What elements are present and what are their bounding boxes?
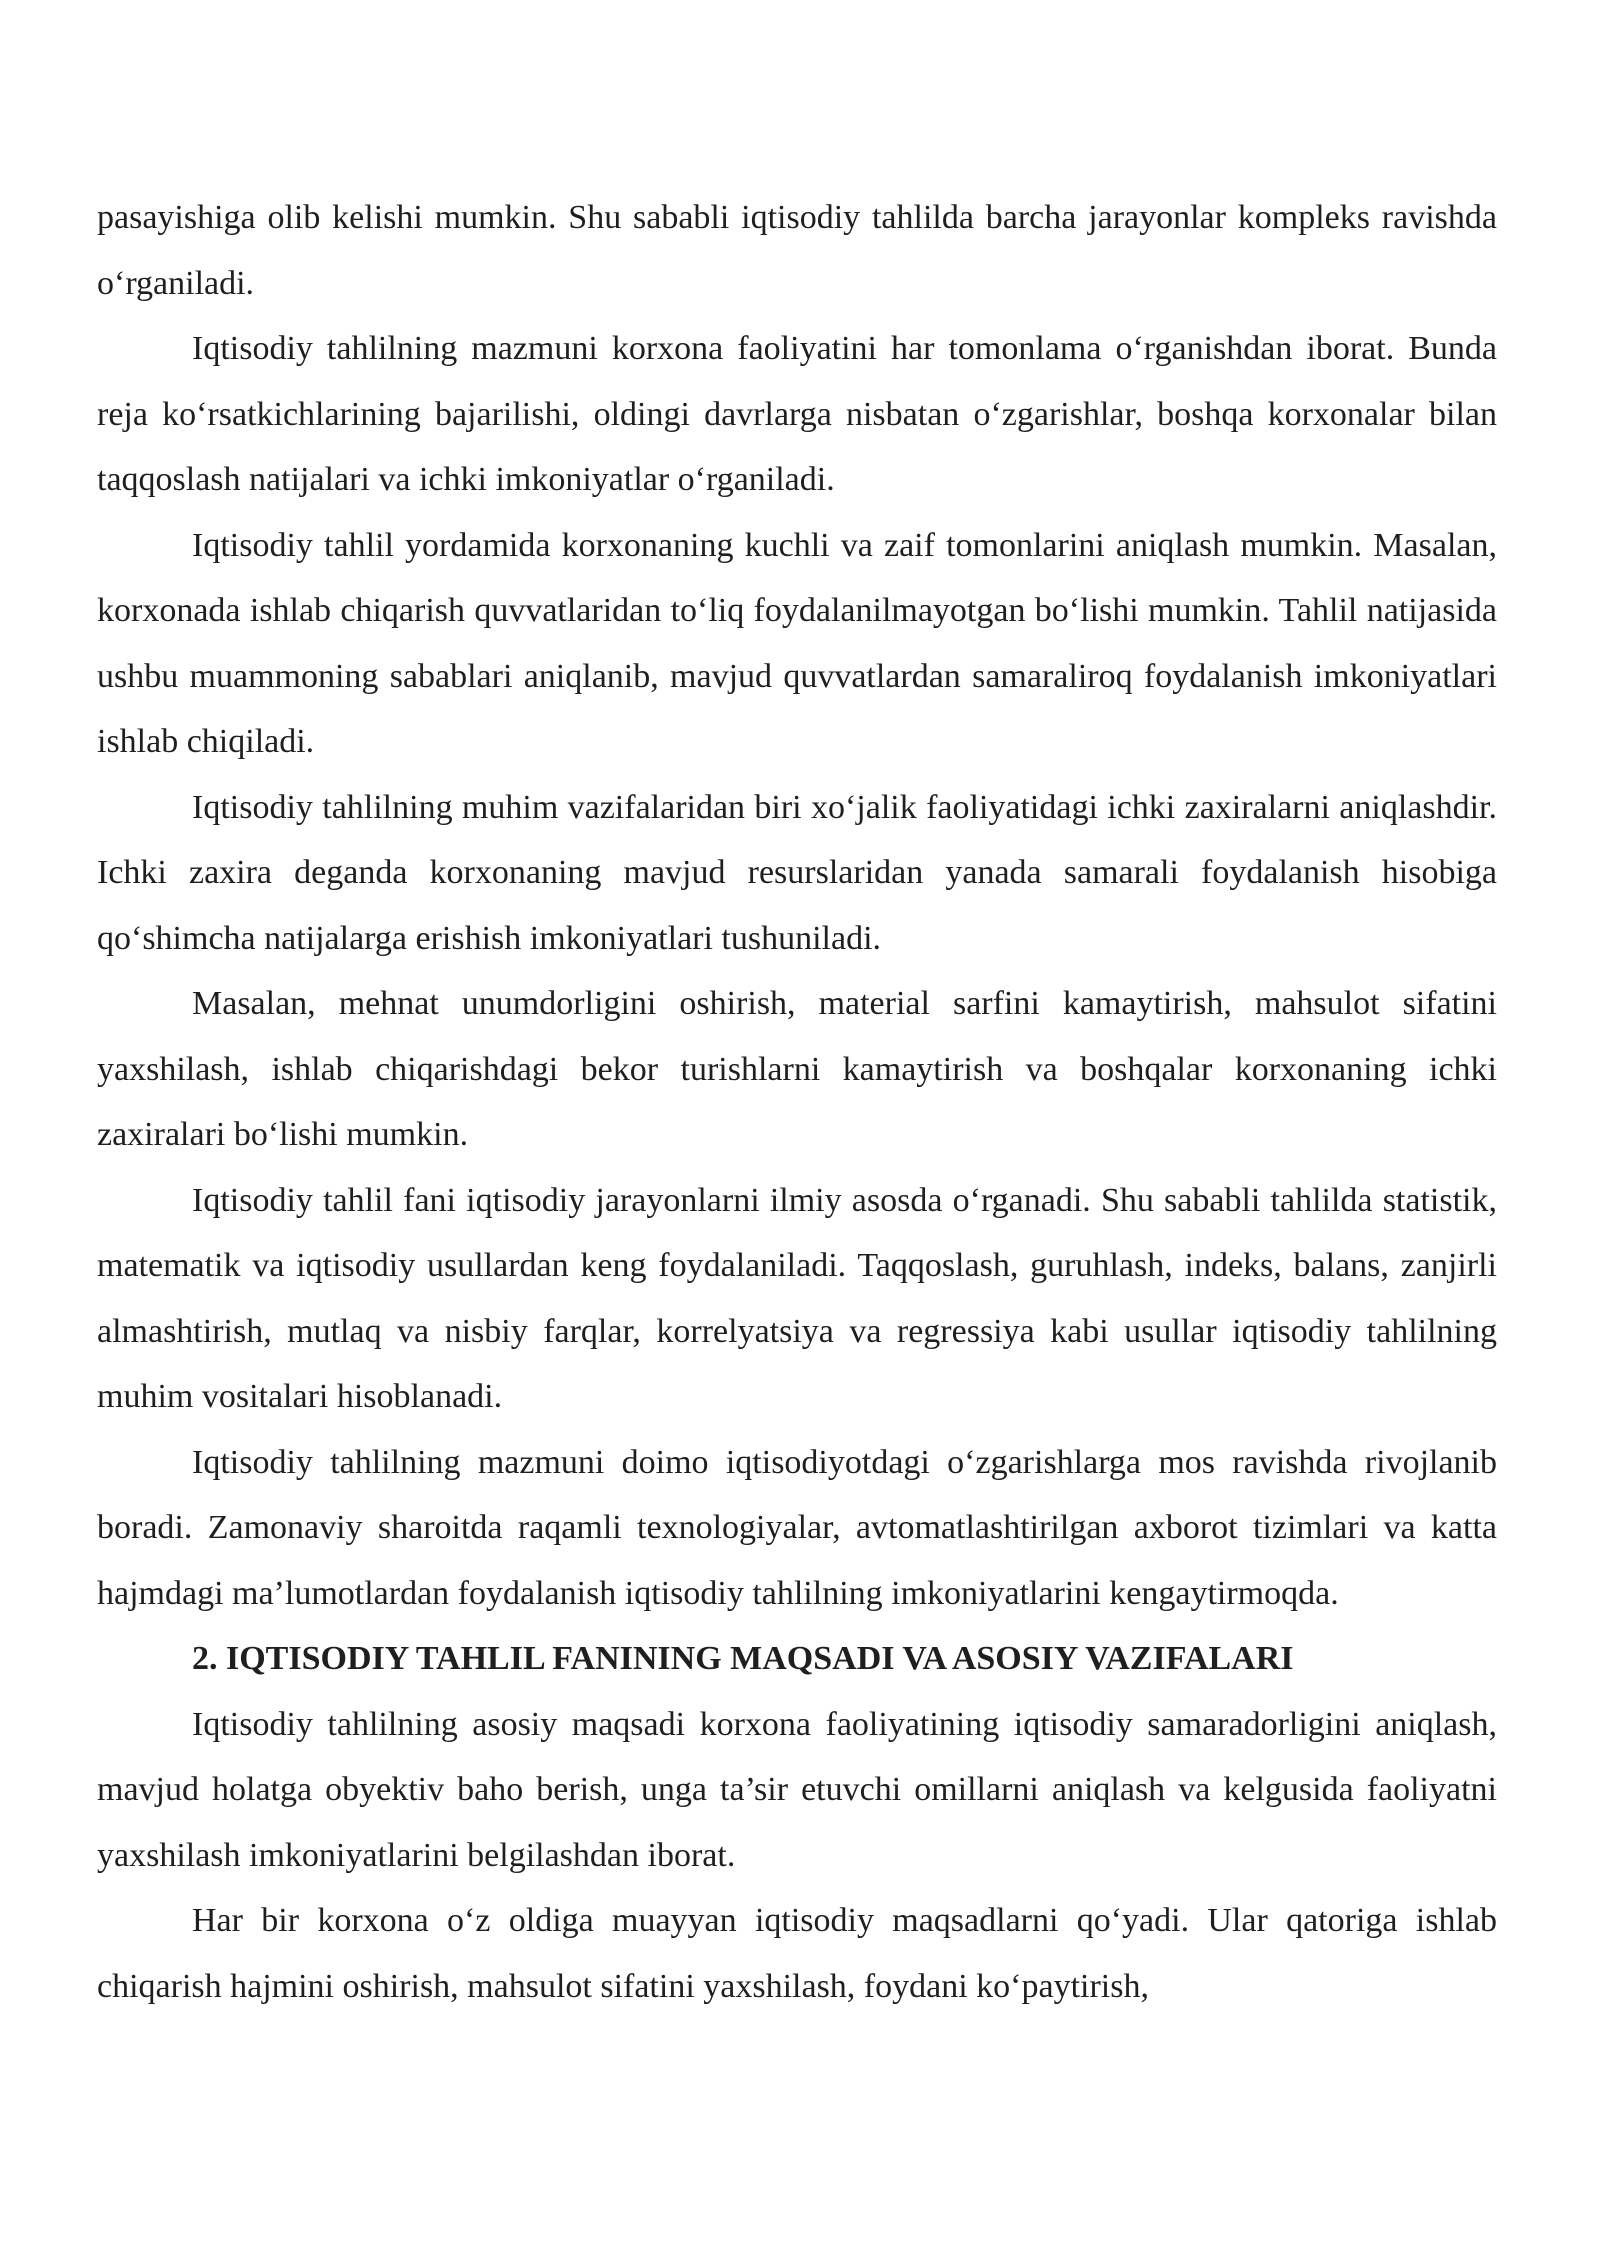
paragraph-methods: Iqtisodiy tahlil fani iqtisodiy jarayonlarni ilmiy asosda o‘rganadi. Shu sababli tahlilda statistik, matematik va iqtisodiy usullardan keng foydalaniladi. Taqqoslash, guruhlash, indeks, balans, zanjirli almashtirish, mutlaq va nisbiy farqlar, korrelyatsiya va regressiya kabi usullar iqtisodiy tahlilning muhim vositalari hisoblanadi. — [97, 1181, 1497, 1415]
paragraph-analysis-content: Iqtisodiy tahlilning mazmuni korxona faoliyatini har tomonlama o‘rganishdan iborat. Bunda reja ko‘rsatkichlarining bajarilishi, oldingi davrlarga nisbatan o‘zgarishlar, boshqa korxonalar bilan taqqoslash natijalari va ichki imkoniyatlar o‘rganiladi. — [97, 330, 1497, 498]
paragraph-strengths-weaknesses: Iqtisodiy tahlil yordamida korxonaning kuchli va zaif tomonlarini aniqlash mumkin. Masalan, korxonada ishlab chiqarish quvvatlaridan to‘liq foydalanilmayotgan bo‘lishi mumkin. Tahlil natijasida ushbu muammoning sabablari aniqlanib, mavjud quvvatlardan samaraliroq foydalanish imkoniyatlari ishlab chiqiladi. — [97, 526, 1497, 760]
document-page — [97, 185, 1497, 2019]
paragraph-reserve-examples: Masalan, mehnat unumdorligini oshirish, material sarfini kamaytirish, mahsulot sifatini yaxshilash, ishlab chiqarishdagi bekor turishlarni kamaytirish va boshqalar korxonaning ichki zaxiralari bo‘lishi mumkin. — [97, 985, 1497, 1153]
paragraph-modern-development: Iqtisodiy tahlilning mazmuni doimo iqtisodiyotdagi o‘zgarishlarga mos ravishda rivojlanib boradi. Zamonaviy sharoitda raqamli texnologiyalar, avtomatlashtirilgan axborot tizimlari va katta hajmdagi ma’lumotlardan foydalanish iqtisodiy tahlilning imkoniyatlarini kengaytirmoqda. — [97, 1443, 1497, 1612]
paragraph-main-goal: Iqtisodiy tahlilning asosiy maqsadi korxona faoliyatining iqtisodiy samaradorligini aniqlash, mavjud holatga obyektiv baho berish, unga ta’sir etuvchi omillarni aniqlash va kelgusida faoliyatni yaxshilash imkoniyatlarini belgilashdan iborat. — [97, 1705, 1497, 1874]
section-heading: 2. IQTISODIY TAHLIL FANINING MAQSADI VA ASOSIY VAZIFALARI — [192, 1640, 1294, 1677]
paragraph-enterprise-goals: Har bir korxona o‘z oldiga muayyan iqtisodiy maqsadlarni qo‘yadi. Ular qatoriga ishlab chiqarish hajmini oshirish, mahsulot sifatini yaxshilash, foydani ko‘paytirish, — [97, 1902, 1497, 2005]
paragraph-continuation: pasayishiga olib kelishi mumkin. Shu sababli iqtisodiy tahlilda barcha jarayonlar kompleks ravishda o‘rganiladi. — [97, 199, 1497, 302]
paragraph-internal-reserves: Iqtisodiy tahlilning muhim vazifalaridan biri xo‘jalik faoliyatidagi ichki zaxiralarni aniqlashdir. Ichki zaxira deganda korxonaning mavjud resurslaridan yanada samarali foydalanish hisobiga qo‘shimcha natijalarga erishish imkoniyatlari tushuniladi. — [97, 788, 1497, 957]
